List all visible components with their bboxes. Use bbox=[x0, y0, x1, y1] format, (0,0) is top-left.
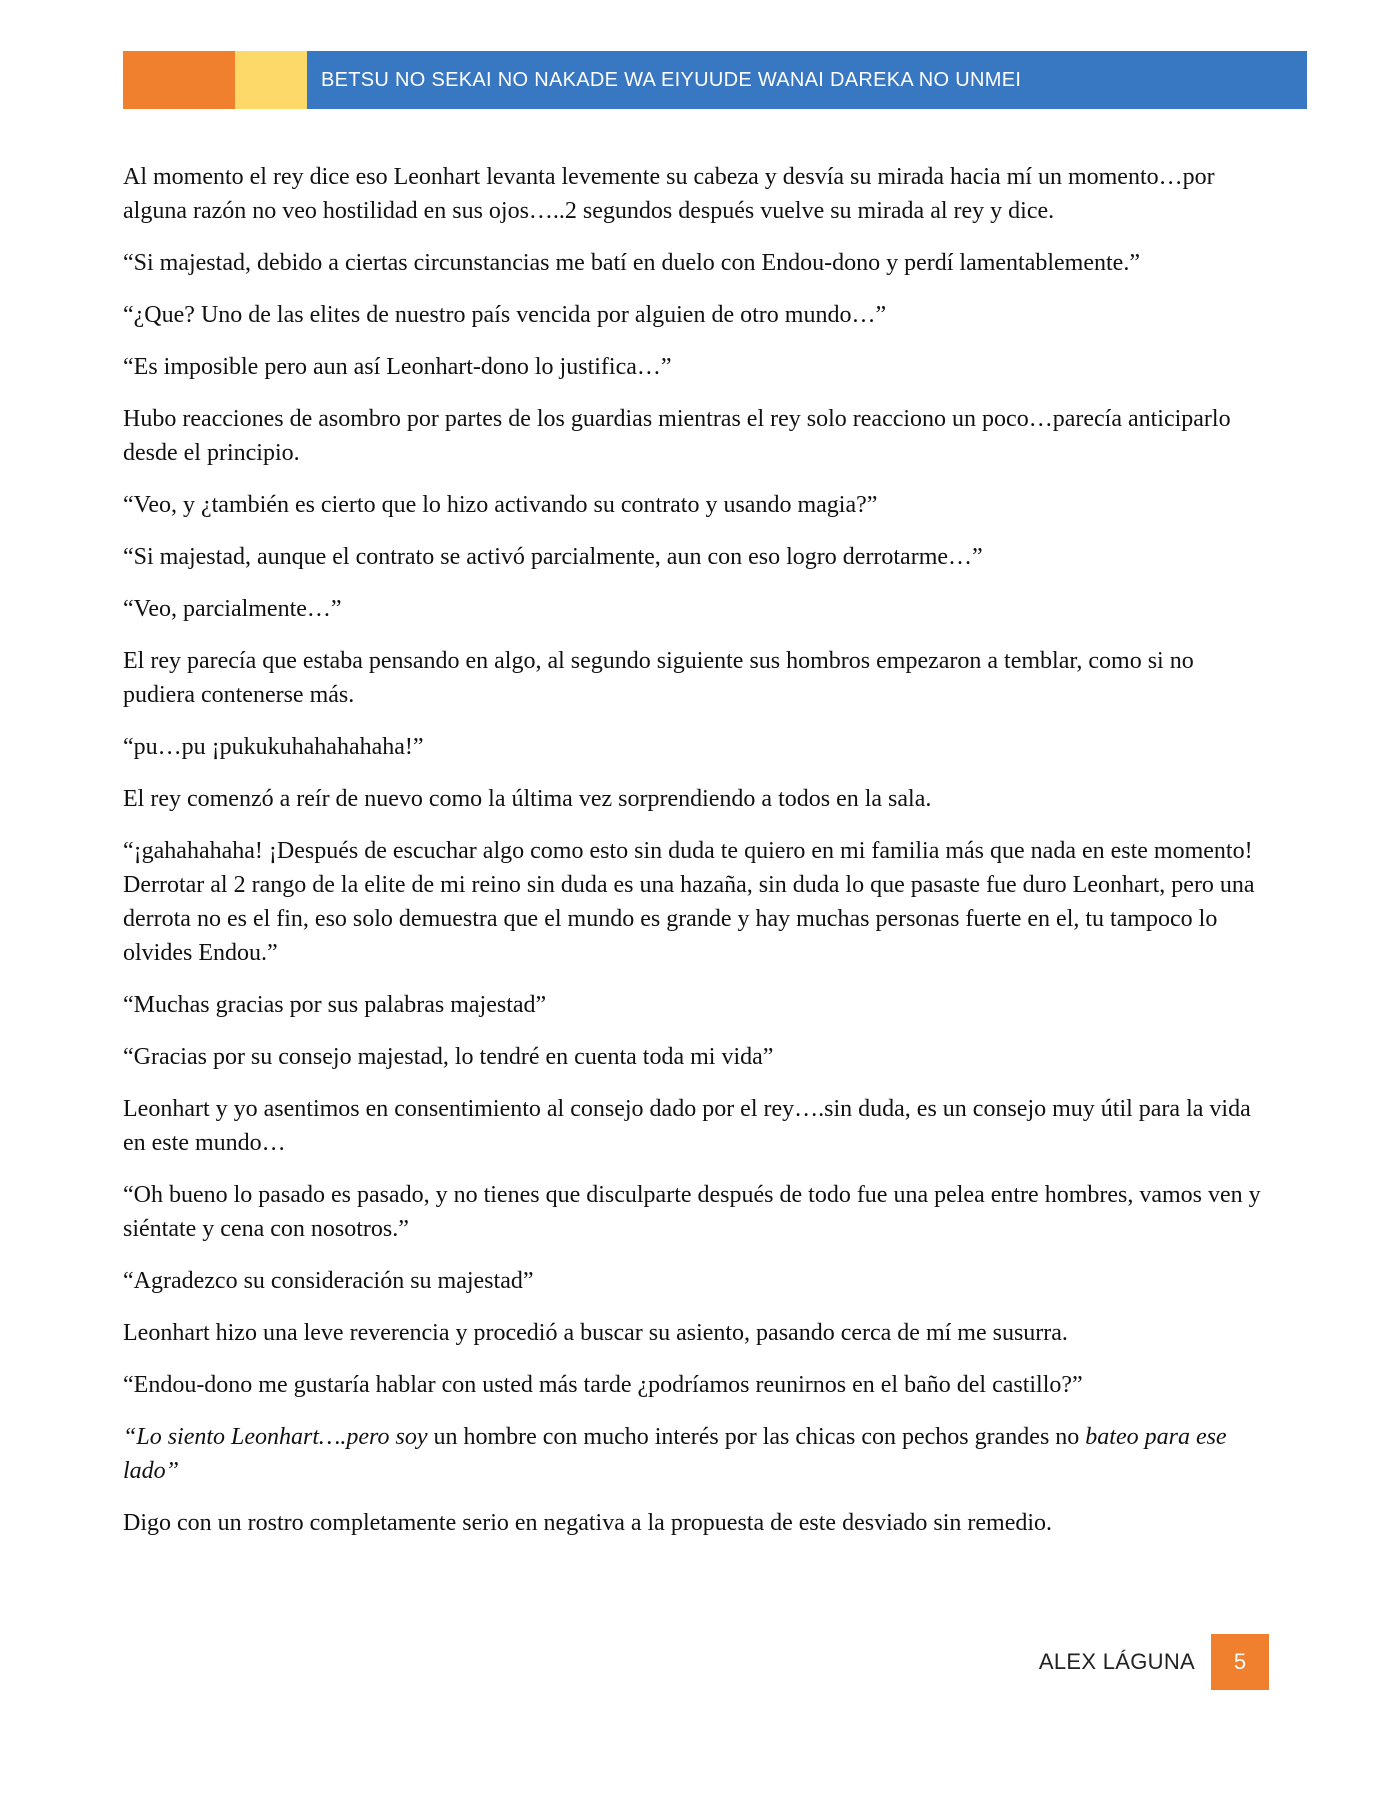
paragraph: “Si majestad, aunque el contrato se activó parcialmente, aun con eso logro derrotarme…” bbox=[123, 544, 983, 570]
paragraph: “Muchas gracias por sus palabras majestad” bbox=[123, 992, 547, 1018]
paragraph: “pu…pu ¡pukukuhahahahaha!” bbox=[123, 734, 424, 760]
italic-thought-start: “Lo siento Leonhart….pero soy bbox=[123, 1424, 428, 1450]
paragraph: Leonhart hizo una leve reverencia y procedió a buscar su asiento, pasando cerca de mí me susurra. bbox=[123, 1320, 1068, 1346]
paragraph-mixed bbox=[123, 1420, 1263, 1488]
page-number-badge: 5 bbox=[1211, 1634, 1269, 1690]
header-yellow-block bbox=[235, 51, 307, 109]
paragraph: “¡gahahahaha! ¡Después de escuchar algo como esto sin duda te quiero en mi familia más que nada en este momento! Derrotar al 2 rango de la elite de mi reino sin duda es una hazaña, sin duda lo que pasaste fue duro Leonhart, pero una derrota no es el fin, eso solo demuestra que el mundo es grande y hay muchas personas fuerte en el, tu tampoco lo olvides Endou.” bbox=[123, 838, 1255, 966]
paragraph: “Oh bueno lo pasado es pasado, y no tienes que disculparte después de todo fue una pelea entre hombres, vamos ven y siéntate y cena con nosotros.” bbox=[123, 1182, 1261, 1242]
paragraph: Al momento el rey dice eso Leonhart levanta levemente su cabeza y desvía su mirada hacia mí un momento…por alguna razón no veo hostilidad en sus ojos…..2 segundos después vuelve su mirada al rey y dice. bbox=[123, 164, 1215, 224]
page-header bbox=[123, 51, 1307, 109]
paragraph: “Gracias por su consejo majestad, lo tendré en cuenta toda mi vida” bbox=[123, 1044, 774, 1070]
paragraph: Hubo reacciones de asombro por partes de los guardias mientras el rey solo reacciono un poco…parecía anticiparlo desde el principio. bbox=[123, 406, 1231, 466]
italic-thought-end: bateo para ese lado” bbox=[123, 1424, 1227, 1484]
paragraph: “Veo, y ¿también es cierto que lo hizo activando su contrato y usando magia?” bbox=[123, 492, 878, 518]
paragraph: “Agradezco su consideración su majestad” bbox=[123, 1268, 534, 1294]
paragraph: El rey parecía que estaba pensando en algo, al segundo siguiente sus hombros empezaron a temblar, como si no pudiera contenerse más. bbox=[123, 648, 1194, 708]
regular-text: un hombre con mucho interés por las chicas con pechos grandes no bbox=[427, 1424, 1086, 1450]
header-orange-block bbox=[123, 51, 235, 109]
paragraph: Leonhart y yo asentimos en consentimiento al consejo dado por el rey….sin duda, es un consejo muy útil para la vida en este mundo… bbox=[123, 1096, 1251, 1156]
paragraph: “Veo, parcialmente…” bbox=[123, 596, 342, 622]
document-body bbox=[123, 160, 1263, 1558]
paragraph: “Endou-dono me gustaría hablar con usted más tarde ¿podríamos reunirnos en el baño del castillo?” bbox=[123, 1372, 1083, 1398]
footer-author: ALEX LÁGUNA bbox=[1038, 1649, 1195, 1674]
paragraph: Digo con un rostro completamente serio en negativa a la propuesta de este desviado sin remedio. bbox=[123, 1510, 1053, 1536]
paragraph: “Si majestad, debido a ciertas circunstancias me batí en duelo con Endou-dono y perdí lamentablemente.” bbox=[123, 250, 1140, 276]
paragraph: “¿Que? Uno de las elites de nuestro país vencida por alguien de otro mundo…” bbox=[123, 302, 887, 328]
paragraph: El rey comenzó a reír de nuevo como la última vez sorprendiendo a todos en la sala. bbox=[123, 786, 932, 812]
page-footer bbox=[900, 1634, 1269, 1690]
header-title: BETSU NO SEKAI NO NAKADE WA EIYUUDE WANAI DAREKA NO UNMEI bbox=[307, 51, 1307, 109]
paragraph: “Es imposible pero aun así Leonhart-dono lo justifica…” bbox=[123, 354, 672, 380]
